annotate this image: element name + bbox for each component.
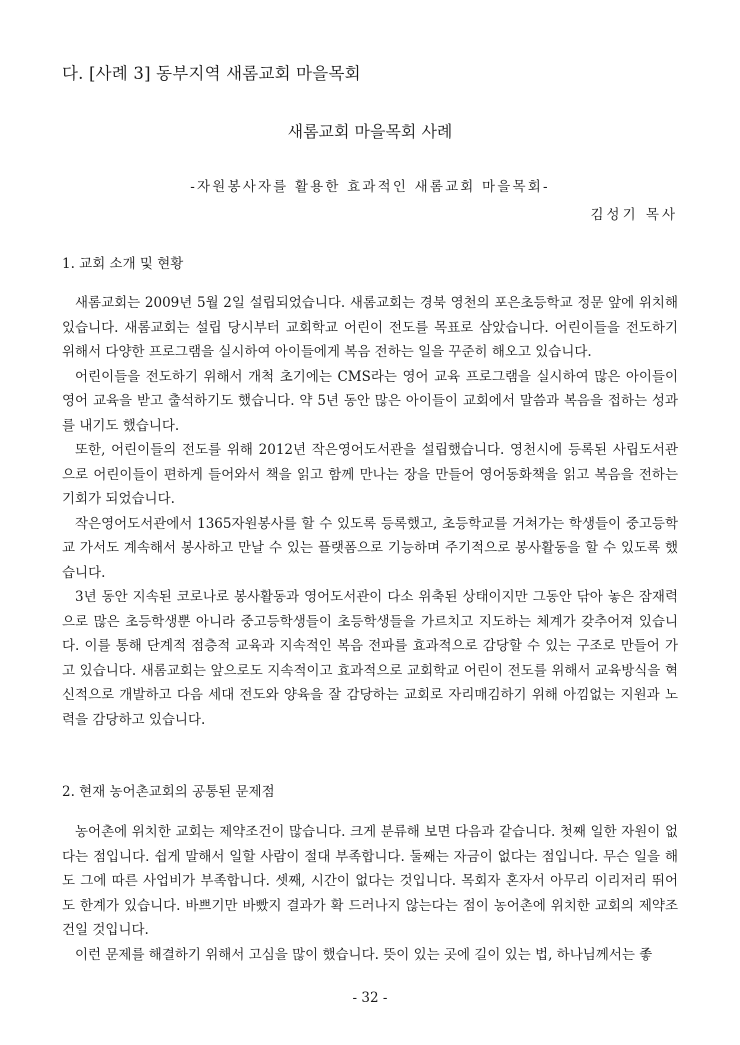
subsection-heading-1: 1. 교회 소개 및 현황 bbox=[62, 256, 184, 272]
paragraph: 3년 동안 지속된 코로나로 봉사활동과 영어도서관이 다소 위축된 상태이지만 그동안 닦아 놓은 잠재력으로 많은 초등학생뿐 아니라 중고등학생들이 초등학생들을 가르치고 지도하는 체계가 갖추어져 있습니다. 이를 통해 단계적 점층적 교육과 지속적인 복음 전파를 효과적으로 감당할 수 있는 구조로 만들어 가고 있습니다. 새롬교회는 앞으로도 지속적이고 효과적으로 교회학교 어린이 전도를 위해서 교육방식을 혁신적으로 개발하고 다음 세대 전도와 양육을 잘 감당하는 교회로 자리매김하기 위해 아낌없는 지원과 노력을 감당하고 있습니다. bbox=[62, 589, 678, 728]
subsection-heading-2: 2. 현재 농어촌교회의 공통된 문제점 bbox=[62, 784, 275, 800]
document-author: 김성기 목사 bbox=[590, 207, 678, 223]
document-subtitle: -자원봉사자를 활용한 효과적인 새롬교회 마을목회- bbox=[190, 179, 550, 195]
section-2-body bbox=[62, 820, 678, 967]
paragraph: 어린이들을 전도하기 위해서 개척 초기에는 CMS라는 영어 교육 프로그램을 실시하여 많은 아이들이 영어 교육을 받고 출석하기도 했습니다. 약 5년 동안 많은 아이들이 교회에서 말씀과 복음을 접하는 성과를 내기도 했습니다. bbox=[62, 368, 678, 434]
paragraph: 또한, 어린이들의 전도를 위해 2012년 작은영어도서관을 설립했습니다. 영천시에 등록된 사립도서관으로 어린이들이 편하게 들어와서 책을 읽고 함께 만나는 장을 만들어 영어동화책을 읽고 복음을 전하는 기회가 되었습니다. bbox=[62, 442, 678, 507]
document-title: 새롬교회 마을목회 사례 bbox=[287, 122, 453, 141]
section-1-body bbox=[62, 291, 678, 732]
section-heading: 다. [사례 3] 동부지역 새롬교회 마을목회 bbox=[62, 64, 361, 83]
paragraph: 새롬교회는 2009년 5월 2일 설립되었습니다. 새롬교회는 경북 영천의 포은초등학교 정문 앞에 위치해 있습니다. 새롬교회는 설립 당시부터 교회학교 어린이 전도를 목표로 삼았습니다. 어린이들을 전도하기 위해서 다양한 프로그램을 실시하여 아이들에게 복음 전하는 일을 꾸준히 해오고 있습니다. bbox=[62, 295, 678, 360]
paragraph: 작은영어도서관에서 1365자원봉사를 할 수 있도록 등록했고, 초등학교를 거쳐가는 학생들이 중고등학교 가서도 계속해서 봉사하고 만날 수 있는 플랫폼으로 기능하며 주기적으로 봉사활동을 할 수 있도록 했습니다. bbox=[62, 515, 678, 581]
page-number: - 32 - bbox=[352, 990, 388, 1006]
paragraph: 농어촌에 위치한 교회는 제약조건이 많습니다. 크게 분류해 보면 다음과 같습니다. 첫째 일한 자원이 없다는 점입니다. 쉽게 말해서 일할 사람이 절대 부족합니다. 둘째는 자금이 없다는 점입니다. 무슨 일을 해도 그에 따른 사업비가 부족합니다. 셋째, 시간이 없다는 것입니다. 목회자 혼자서 아무리 이리저리 뛰어도 한계가 있습니다. 바쁘기만 바빴지 결과가 확 드러나지 않는다는 점이 농어촌에 위치한 교회의 제약조건일 것입니다. bbox=[62, 824, 678, 938]
paragraph: 이런 문제를 해결하기 위해서 고심을 많이 했습니다. 뜻이 있는 곳에 길이 있는 법, 하나님께서는 좋 bbox=[75, 946, 653, 963]
